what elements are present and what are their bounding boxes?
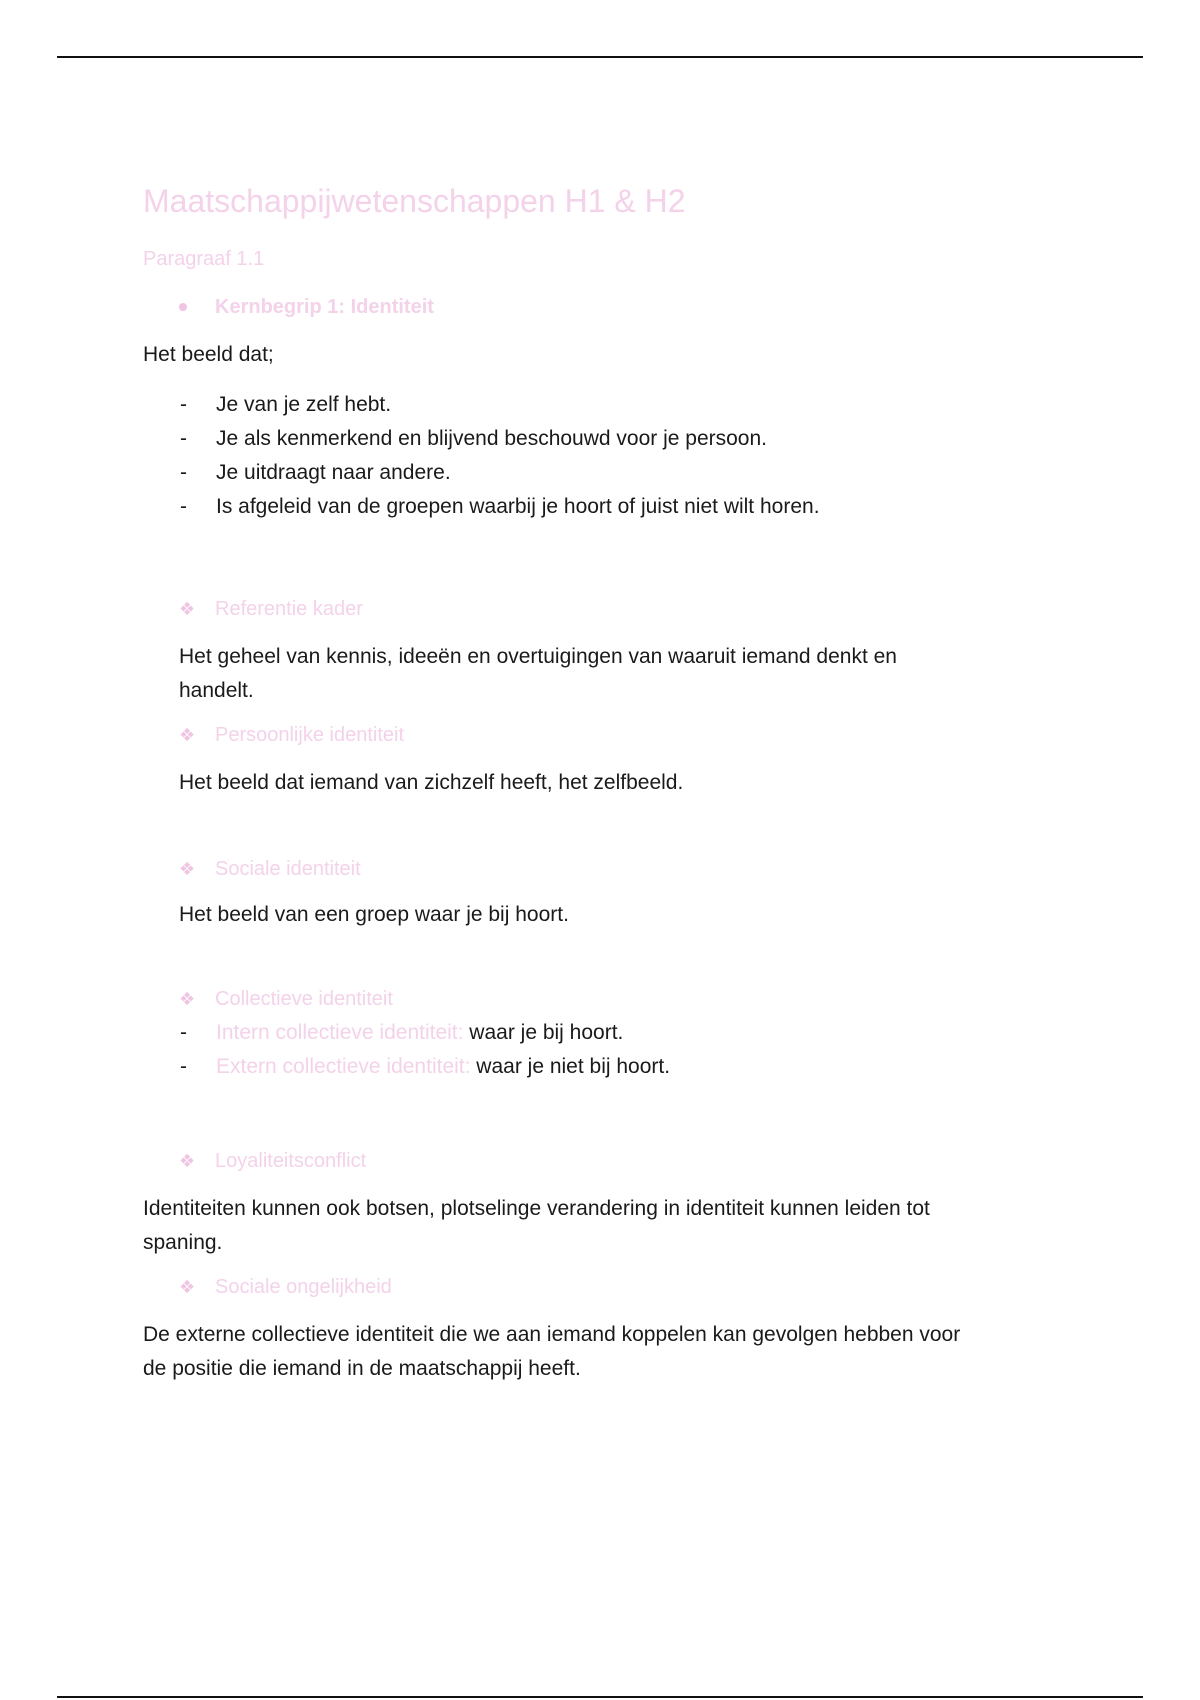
loyaliteit-heading: ❖ Loyaliteitsconflict [179,1146,1063,1176]
kernbegrip-label: Kernbegrip 1: Identiteit [215,296,434,318]
diamond-bullet-icon: ❖ [179,859,196,879]
document-body [143,178,1063,1386]
referentie-text: Het geheel van kennis, ideeën en overtuigingen van waaruit iemand denkt en handelt. [179,645,897,702]
persoonlijk-heading: ❖ Persoonlijke identiteit [179,720,1063,750]
collectief-list [143,1016,1063,1084]
kernbegrip-heading [179,292,1063,322]
list-item [143,1016,1063,1050]
dash-icon: - [180,1055,187,1078]
document-title: Maatschappijwetenschappen H1 & H2 [143,183,686,219]
intern-text: waar je bij hoort. [463,1021,624,1044]
persoonlijk-text: Het beeld dat iemand van zichzelf heeft, het zelfbeeld. [179,771,684,794]
list-item: - Je van je zelf hebt. [143,388,1063,422]
list-item: - Je uitdraagt naar andere. [143,456,1063,490]
collectief-heading: ❖ Collectieve identiteit [179,984,1063,1014]
diamond-bullet-icon: ❖ [179,599,196,619]
referentie-heading: ❖ Referentie kader [179,594,1063,624]
dash-icon: - [180,495,187,518]
ongelijkheid-text: De externe collectieve identiteit die we aan iemand koppelen kan gevolgen hebben voor de positie die iemand in de maatschappij heeft. [143,1323,961,1380]
bottom-rule [57,1696,1143,1698]
diamond-bullet-icon: ❖ [179,989,196,1009]
ongelijkheid-heading: ❖ Sociale ongelijkheid [179,1272,1063,1302]
diamond-bullet-icon: ❖ [179,725,196,745]
loyaliteit-text: Identiteiten kunnen ook botsen, plotselinge verandering in identiteit kunnen leiden tot spaning. [143,1197,930,1254]
bullet-icon [179,303,187,311]
list-item: - Is afgeleid van de groepen waarbij je hoort of juist niet wilt horen. [143,490,1063,524]
diamond-bullet-icon: ❖ [179,1277,196,1297]
dash-icon: - [180,427,187,450]
intro-list [143,388,1063,524]
dash-icon: - [180,393,187,416]
sociaal-text: Het beeld van een groep waar je bij hoort. [179,903,569,926]
diamond-bullet-icon: ❖ [179,1151,196,1171]
sociaal-heading: ❖ Sociale identiteit [179,854,1063,884]
intro-text: Het beeld dat; [143,343,274,366]
dash-icon: - [180,461,187,484]
intern-label: Intern collectieve identiteit: [216,1021,464,1044]
dash-icon: - [180,1021,187,1044]
top-rule [57,56,1143,58]
extern-label: Extern collectieve identiteit: [216,1055,471,1078]
extern-text: waar je niet bij hoort. [470,1055,671,1078]
paragraph-label: Paragraaf 1.1 [143,248,265,270]
list-item: - Je als kenmerkend en blijvend beschouwd voor je persoon. [143,422,1063,456]
list-item [143,1050,1063,1084]
